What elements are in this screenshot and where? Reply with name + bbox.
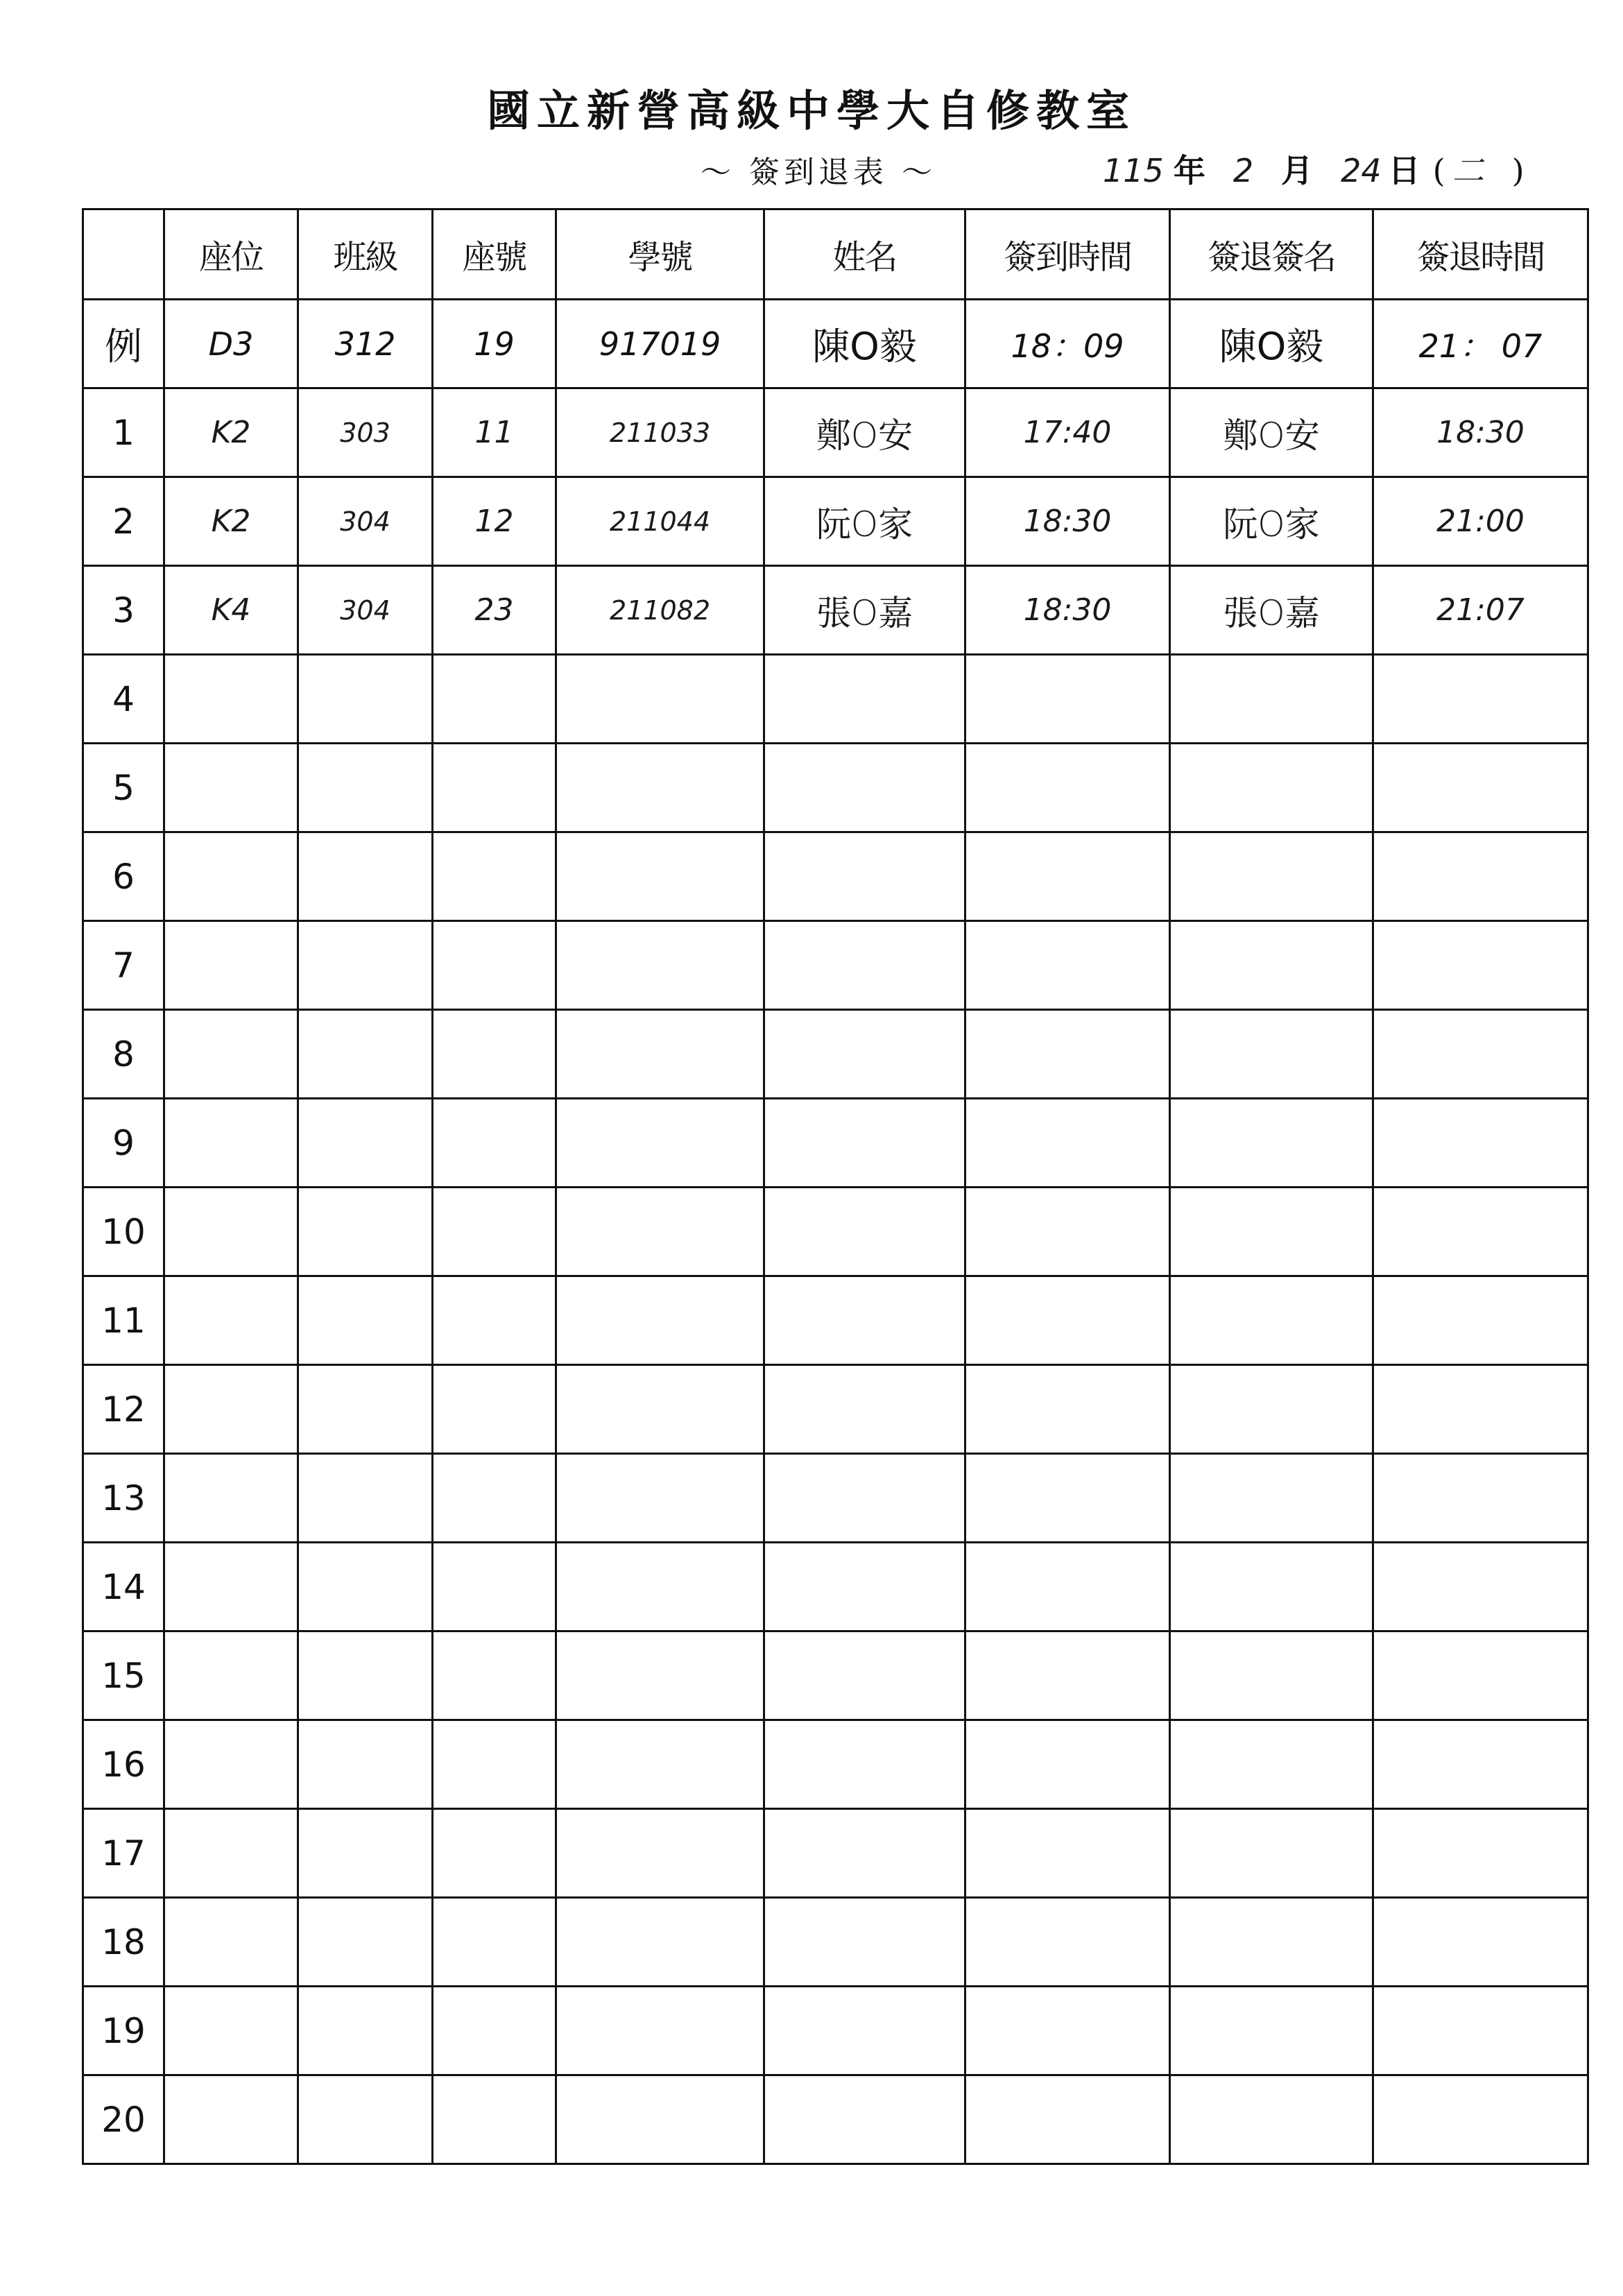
cell-student-id[interactable]: [556, 1809, 764, 1898]
cell-checkout-signature[interactable]: [1170, 1809, 1373, 1898]
cell-seat-no[interactable]: [433, 1099, 556, 1188]
date-year-label: 年: [1173, 152, 1205, 189]
cell-class[interactable]: [298, 921, 433, 1010]
table-row: [83, 1454, 1588, 1543]
cell-checkin-time[interactable]: 17:40: [965, 388, 1170, 477]
cell-checkin-time[interactable]: [965, 1365, 1170, 1454]
cell-name[interactable]: [764, 1987, 965, 2075]
cell-checkout-signature[interactable]: [1170, 1987, 1373, 2075]
cell-checkout-time[interactable]: [1373, 1720, 1588, 1809]
cell-name[interactable]: 張O嘉: [764, 566, 965, 655]
cell-name[interactable]: [764, 1720, 965, 1809]
cell-checkout-signature[interactable]: [1170, 1276, 1373, 1365]
cell-class[interactable]: 303: [298, 388, 433, 477]
cell-checkout-signature[interactable]: [1170, 1631, 1373, 1720]
date-month-label: 月: [1281, 152, 1314, 189]
cell-seat-no[interactable]: [433, 744, 556, 832]
cell-seat[interactable]: [164, 744, 298, 832]
cell-checkin-time[interactable]: 18:30: [965, 566, 1170, 655]
cell-checkin-time[interactable]: [965, 1898, 1170, 1987]
cell-name[interactable]: [764, 655, 965, 744]
cell-name[interactable]: [764, 1809, 965, 1898]
row-number: 8: [83, 1010, 164, 1099]
cell-class[interactable]: [298, 744, 433, 832]
row-number: 7: [83, 921, 164, 1010]
cell-student-id[interactable]: [556, 2075, 764, 2164]
cell-checkin-time[interactable]: [965, 832, 1170, 921]
cell-seat[interactable]: [164, 1454, 298, 1543]
cell-name[interactable]: [764, 1631, 965, 1720]
cell-class[interactable]: [298, 1898, 433, 1987]
cell-seat-no[interactable]: [433, 1543, 556, 1631]
example-name: 陳O毅: [764, 300, 965, 388]
example-label: 例: [83, 300, 164, 388]
cell-checkin-time[interactable]: [965, 1631, 1170, 1720]
example-seat: D3: [164, 300, 298, 388]
cell-checkout-time[interactable]: [1373, 921, 1588, 1010]
table-row: [83, 1099, 1588, 1188]
cell-checkin-time[interactable]: [965, 1809, 1170, 1898]
cell-name[interactable]: [764, 1010, 965, 1099]
cell-student-id[interactable]: 211044: [556, 477, 764, 566]
cell-checkout-signature[interactable]: [1170, 744, 1373, 832]
cell-name[interactable]: [764, 921, 965, 1010]
col-header-checkout-signature: 簽退簽名: [1170, 209, 1373, 300]
cell-seat[interactable]: [164, 1188, 298, 1276]
cell-name[interactable]: [764, 2075, 965, 2164]
cell-class[interactable]: 304: [298, 477, 433, 566]
row-number: 17: [83, 1809, 164, 1898]
cell-seat[interactable]: [164, 1010, 298, 1099]
cell-seat[interactable]: K4: [164, 566, 298, 655]
example-student-id: 917019: [556, 300, 764, 388]
cell-student-id[interactable]: [556, 1099, 764, 1188]
table-row: [83, 2075, 1588, 2164]
col-header-checkout-time: 簽退時間: [1373, 209, 1588, 300]
example-checkout-time: 21： 07: [1373, 300, 1588, 388]
table-row: [83, 477, 1588, 566]
cell-name[interactable]: [764, 1454, 965, 1543]
cell-name[interactable]: [764, 1898, 965, 1987]
date-line: [1103, 146, 1525, 191]
table-row: [83, 1987, 1588, 2075]
cell-name[interactable]: [764, 832, 965, 921]
cell-checkout-signature[interactable]: [1170, 2075, 1373, 2164]
row-number: 5: [83, 744, 164, 832]
date-weekday-open: (: [1432, 152, 1445, 189]
cell-class[interactable]: [298, 1099, 433, 1188]
row-number: 10: [83, 1188, 164, 1276]
cell-seat-no[interactable]: 23: [433, 566, 556, 655]
cell-checkin-time[interactable]: 18:30: [965, 477, 1170, 566]
cell-seat[interactable]: K2: [164, 388, 298, 477]
cell-student-id[interactable]: [556, 1010, 764, 1099]
cell-student-id[interactable]: [556, 1631, 764, 1720]
col-header-student-id: 學號: [556, 209, 764, 300]
cell-seat[interactable]: [164, 1631, 298, 1720]
date-month: 2: [1233, 152, 1254, 189]
cell-checkin-time[interactable]: [965, 1543, 1170, 1631]
table-header-row: [83, 209, 1588, 300]
row-number: 14: [83, 1543, 164, 1631]
cell-class[interactable]: [298, 1809, 433, 1898]
cell-name[interactable]: [764, 1188, 965, 1276]
cell-checkout-time[interactable]: [1373, 1543, 1588, 1631]
cell-checkout-time[interactable]: [1373, 655, 1588, 744]
cell-class[interactable]: [298, 1987, 433, 2075]
cell-name[interactable]: [764, 1543, 965, 1631]
example-checkout-signature: 陳O毅: [1170, 300, 1373, 388]
cell-checkout-time[interactable]: [1373, 1365, 1588, 1454]
cell-checkout-signature[interactable]: [1170, 1720, 1373, 1809]
cell-checkout-time[interactable]: [1373, 1010, 1588, 1099]
cell-checkout-time[interactable]: [1373, 2075, 1588, 2164]
cell-class[interactable]: 304: [298, 566, 433, 655]
table-row: [83, 1276, 1588, 1365]
cell-class[interactable]: [298, 1188, 433, 1276]
cell-checkin-time[interactable]: [965, 1987, 1170, 2075]
cell-checkin-time[interactable]: [965, 1099, 1170, 1188]
cell-seat[interactable]: [164, 655, 298, 744]
cell-checkin-time[interactable]: [965, 1188, 1170, 1276]
cell-seat[interactable]: [164, 1987, 298, 2075]
cell-student-id[interactable]: [556, 832, 764, 921]
cell-checkout-time[interactable]: 21:07: [1373, 566, 1588, 655]
row-number: 2: [83, 477, 164, 566]
cell-seat[interactable]: [164, 1720, 298, 1809]
cell-seat-no[interactable]: [433, 1010, 556, 1099]
cell-checkin-time[interactable]: [965, 1010, 1170, 1099]
page-title: 國立新營高級中學大自修教室: [486, 85, 1136, 136]
cell-checkout-signature[interactable]: [1170, 1099, 1373, 1188]
cell-seat-no[interactable]: [433, 1720, 556, 1809]
example-seat-no: 19: [433, 300, 556, 388]
cell-student-id[interactable]: [556, 1898, 764, 1987]
table-row: [83, 1631, 1588, 1720]
row-number: 4: [83, 655, 164, 744]
row-number: 18: [83, 1898, 164, 1987]
cell-seat[interactable]: [164, 1543, 298, 1631]
row-number: 20: [83, 2075, 164, 2164]
cell-checkin-time[interactable]: [965, 744, 1170, 832]
cell-name[interactable]: [764, 1276, 965, 1365]
cell-class[interactable]: [298, 1010, 433, 1099]
cell-checkout-time[interactable]: [1373, 1454, 1588, 1543]
cell-seat[interactable]: [164, 1276, 298, 1365]
cell-checkout-signature[interactable]: [1170, 1010, 1373, 1099]
cell-seat-no[interactable]: 11: [433, 388, 556, 477]
cell-checkin-time[interactable]: [965, 2075, 1170, 2164]
cell-seat[interactable]: [164, 921, 298, 1010]
cell-student-id[interactable]: [556, 1276, 764, 1365]
cell-student-id[interactable]: [556, 1543, 764, 1631]
table-row: [83, 1365, 1588, 1454]
cell-checkout-time[interactable]: [1373, 832, 1588, 921]
cell-name[interactable]: [764, 1099, 965, 1188]
row-number: 15: [83, 1631, 164, 1720]
table-row: [83, 388, 1588, 477]
example-checkin-time: 18：09: [965, 300, 1170, 388]
cell-checkout-time[interactable]: [1373, 744, 1588, 832]
table-row: [83, 921, 1588, 1010]
cell-student-id[interactable]: [556, 1987, 764, 2075]
cell-student-id[interactable]: [556, 921, 764, 1010]
col-header-name: 姓名: [764, 209, 965, 300]
row-number: 16: [83, 1720, 164, 1809]
table-row: [83, 655, 1588, 744]
col-header-checkin-time: 簽到時間: [965, 209, 1170, 300]
cell-seat[interactable]: [164, 1099, 298, 1188]
cell-seat-no[interactable]: [433, 2075, 556, 2164]
cell-checkout-signature[interactable]: [1170, 1365, 1373, 1454]
cell-seat-no[interactable]: [433, 1898, 556, 1987]
row-number: 9: [83, 1099, 164, 1188]
cell-class[interactable]: [298, 1720, 433, 1809]
cell-class[interactable]: [298, 1631, 433, 1720]
cell-seat-no[interactable]: [433, 1188, 556, 1276]
cell-seat[interactable]: [164, 832, 298, 921]
cell-student-id[interactable]: [556, 1188, 764, 1276]
table-row: [83, 1898, 1588, 1987]
cell-class[interactable]: [298, 2075, 433, 2164]
row-number: 1: [83, 388, 164, 477]
cell-student-id[interactable]: [556, 1720, 764, 1809]
date-day-label: 日: [1388, 152, 1420, 189]
cell-checkout-signature[interactable]: [1170, 832, 1373, 921]
cell-checkout-signature[interactable]: [1170, 1188, 1373, 1276]
cell-student-id[interactable]: [556, 1365, 764, 1454]
table-row: [83, 1720, 1588, 1809]
cell-class[interactable]: [298, 1276, 433, 1365]
cell-checkout-time[interactable]: [1373, 1276, 1588, 1365]
cell-checkin-time[interactable]: [965, 1454, 1170, 1543]
cell-student-id[interactable]: 211033: [556, 388, 764, 477]
table-row: [83, 1543, 1588, 1631]
cell-class[interactable]: [298, 655, 433, 744]
table-row: [83, 1809, 1588, 1898]
cell-checkout-signature[interactable]: [1170, 1543, 1373, 1631]
cell-checkout-time[interactable]: [1373, 1631, 1588, 1720]
table-row: [83, 566, 1588, 655]
page-subtitle: ～ 簽到退表 ～: [701, 155, 936, 190]
table-row: [83, 1188, 1588, 1276]
row-number: 12: [83, 1365, 164, 1454]
cell-seat[interactable]: [164, 1809, 298, 1898]
row-number: 11: [83, 1276, 164, 1365]
example-class: 312: [298, 300, 433, 388]
cell-name[interactable]: 阮O家: [764, 477, 965, 566]
cell-seat-no[interactable]: [433, 1454, 556, 1543]
signin-table: [82, 208, 1589, 2165]
col-header-class: 班級: [298, 209, 433, 300]
cell-checkout-signature[interactable]: [1170, 921, 1373, 1010]
cell-checkout-time[interactable]: 18:30: [1373, 388, 1588, 477]
example-row: [83, 300, 1588, 388]
cell-student-id[interactable]: [556, 655, 764, 744]
table-row: [83, 744, 1588, 832]
date-day: 24: [1341, 152, 1382, 189]
cell-student-id[interactable]: [556, 744, 764, 832]
cell-checkout-signature[interactable]: [1170, 655, 1373, 744]
cell-seat-no[interactable]: [433, 1809, 556, 1898]
cell-seat-no[interactable]: [433, 655, 556, 744]
cell-student-id[interactable]: [556, 1454, 764, 1543]
date-weekday-close: ): [1511, 152, 1525, 189]
cell-checkout-time[interactable]: [1373, 1987, 1588, 2075]
cell-checkout-signature[interactable]: 張O嘉: [1170, 566, 1373, 655]
cell-checkout-time[interactable]: [1373, 1898, 1588, 1987]
col-header-rownum: [83, 209, 164, 300]
row-number: 6: [83, 832, 164, 921]
cell-seat-no[interactable]: [433, 1631, 556, 1720]
cell-name[interactable]: [764, 1365, 965, 1454]
cell-class[interactable]: [298, 1365, 433, 1454]
cell-seat[interactable]: K2: [164, 477, 298, 566]
date-year: 115: [1103, 152, 1164, 189]
cell-seat[interactable]: [164, 2075, 298, 2164]
cell-checkin-time[interactable]: [965, 655, 1170, 744]
cell-seat-no[interactable]: [433, 1987, 556, 2075]
row-number: 19: [83, 1987, 164, 2075]
cell-checkout-time[interactable]: [1373, 1188, 1588, 1276]
cell-seat-no[interactable]: [433, 1365, 556, 1454]
date-weekday: 二: [1452, 152, 1484, 189]
cell-seat[interactable]: [164, 1898, 298, 1987]
cell-class[interactable]: [298, 832, 433, 921]
table-row: [83, 832, 1588, 921]
cell-name[interactable]: [764, 744, 965, 832]
cell-seat-no[interactable]: [433, 1276, 556, 1365]
cell-class[interactable]: [298, 1543, 433, 1631]
cell-checkout-signature[interactable]: [1170, 1898, 1373, 1987]
cell-checkout-time[interactable]: [1373, 1809, 1588, 1898]
cell-seat-no[interactable]: [433, 921, 556, 1010]
cell-checkout-signature[interactable]: 鄭O安: [1170, 388, 1373, 477]
table-row: [83, 1010, 1588, 1099]
cell-checkout-time[interactable]: [1373, 1099, 1588, 1188]
cell-name[interactable]: 鄭O安: [764, 388, 965, 477]
row-number: 13: [83, 1454, 164, 1543]
cell-checkin-time[interactable]: [965, 921, 1170, 1010]
cell-checkout-signature[interactable]: [1170, 1454, 1373, 1543]
cell-student-id[interactable]: 211082: [556, 566, 764, 655]
cell-seat[interactable]: [164, 1365, 298, 1454]
row-number: 3: [83, 566, 164, 655]
col-header-seat: 座位: [164, 209, 298, 300]
cell-seat-no[interactable]: [433, 832, 556, 921]
cell-checkin-time[interactable]: [965, 1720, 1170, 1809]
cell-checkin-time[interactable]: [965, 1276, 1170, 1365]
cell-seat-no[interactable]: 12: [433, 477, 556, 566]
cell-class[interactable]: [298, 1454, 433, 1543]
col-header-seat-no: 座號: [433, 209, 556, 300]
cell-checkout-time[interactable]: 21:00: [1373, 477, 1588, 566]
cell-checkout-signature[interactable]: 阮O家: [1170, 477, 1373, 566]
